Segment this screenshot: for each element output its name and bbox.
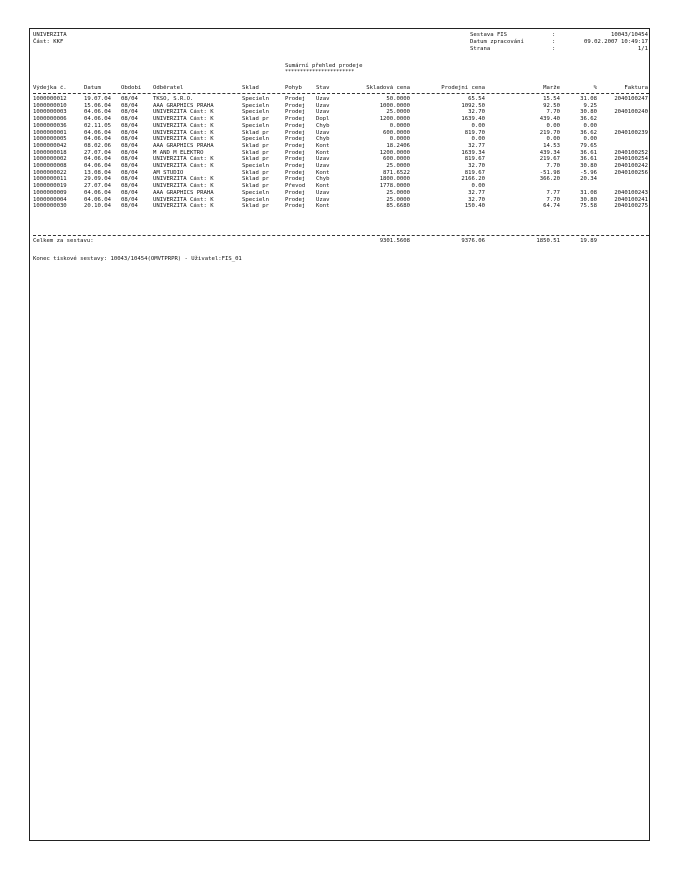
cell-faktura: 2040100239: [614, 129, 648, 136]
table-row: [30, 156, 651, 162]
totals-skladova: 9301.5608: [379, 238, 410, 244]
cell-pct: 0.00: [583, 136, 597, 143]
cell-pohyb: Prodej: [285, 176, 306, 183]
table-row: [30, 130, 651, 136]
cell-sklad: Specieln: [242, 96, 269, 102]
cell-faktura: 2040100247: [614, 96, 648, 102]
cell-marze: -51.98: [539, 169, 560, 176]
cell-odberatel: UNIVERZITA Část: K: [153, 109, 214, 116]
cell-pct: 30.80: [580, 163, 597, 169]
table-row: [30, 203, 651, 209]
cell-prodejni: 32.77: [468, 189, 485, 196]
cell-prodejni: 32.70: [468, 163, 485, 169]
cell-marze: 0.00: [546, 122, 560, 129]
table-row: [30, 176, 651, 182]
table-row: [30, 143, 651, 149]
cell-datum: 04.06.04: [84, 156, 111, 163]
cell-faktura: 2040100243: [614, 189, 648, 196]
cell-odberatel: M AND M ELEKTRO: [153, 149, 204, 156]
cell-skladova: 18.2406: [386, 142, 410, 149]
cell-skladova: 1800.0000: [379, 176, 410, 183]
table-row: [30, 170, 651, 176]
table-header: [30, 85, 651, 92]
cell-vydejka: 1000000003: [33, 109, 67, 116]
report-end-text: Konec tiskové sestavy: 10043/10454(OMVTPRPR) - Uživatel:FIS_01: [33, 256, 242, 262]
cell-vydejka: 1000000036: [33, 122, 67, 129]
cell-sklad: Specieln: [242, 196, 269, 203]
cell-odberatel: UNIVERZITA Část: K: [153, 183, 214, 190]
cell-datum: 04.06.04: [84, 196, 111, 203]
cell-marze: 0.00: [546, 136, 560, 143]
cell-pct: 20.34: [580, 176, 597, 183]
cell-datum: 04.06.04: [84, 189, 111, 196]
header-separator: [33, 93, 649, 94]
date-colon: :: [552, 39, 556, 45]
cell-prodejni: 0.00: [471, 183, 485, 190]
cell-stav: Uzav: [316, 156, 330, 163]
cell-obdobi: 08/04: [121, 149, 138, 156]
cell-prodejni: 32.70: [468, 109, 485, 116]
cell-obdobi: 08/04: [121, 169, 138, 176]
cell-sklad: Sklad pr: [242, 149, 269, 156]
cell-stav: Kont: [316, 183, 330, 190]
cell-datum: 27.07.04: [84, 183, 111, 190]
cell-datum: 04.06.04: [84, 163, 111, 169]
cell-sklad: Sklad pr: [242, 142, 269, 149]
table-row: [30, 136, 651, 142]
cell-prodejni: 819.67: [464, 156, 485, 163]
table-row: [30, 190, 651, 196]
cell-pohyb: Prodej: [285, 203, 306, 210]
cell-pct: 75.58: [580, 203, 597, 210]
cell-skladova: 0.0000: [389, 122, 410, 129]
cell-sklad: Specieln: [242, 102, 269, 109]
cell-faktura: 2040100275: [614, 203, 648, 210]
table-row: [30, 163, 651, 169]
cell-pct: 0.00: [583, 122, 597, 129]
cell-skladova: 0.0000: [389, 136, 410, 143]
cell-prodejni: 150.40: [464, 203, 485, 210]
totals-separator: [33, 235, 649, 236]
cell-vydejka: 1000000042: [33, 142, 67, 149]
cell-obdobi: 08/04: [121, 116, 138, 123]
cell-odberatel: UNIVERZITA Část: K: [153, 116, 214, 123]
date-value: 09.02.2007 10:49:17: [584, 39, 648, 45]
cell-pohyb: Prodej: [285, 169, 306, 176]
cell-stav: Chyb: [316, 122, 330, 129]
cell-marze: 7.77: [546, 189, 560, 196]
col-header-datum: Datum: [84, 85, 101, 91]
cell-odberatel: UNIVERZITA Část: K: [153, 156, 214, 163]
cell-marze: 219.70: [539, 129, 560, 136]
cell-vydejka: 1000000006: [33, 116, 67, 123]
cell-vydejka: 1000000009: [33, 189, 67, 196]
table-row: [30, 103, 651, 109]
cell-stav: Chyb: [316, 136, 330, 143]
cell-pohyb: Prodej: [285, 116, 306, 123]
cell-stav: Uzav: [316, 189, 330, 196]
cell-datum: 04.06.04: [84, 116, 111, 123]
cell-marze: 366.20: [539, 176, 560, 183]
cell-datum: 02.11.05: [84, 122, 111, 129]
org-name: UNIVERZITA: [33, 32, 67, 38]
cell-vydejka: 1000000012: [33, 96, 67, 102]
col-header-sklad: Sklad: [242, 85, 259, 91]
cell-obdobi: 08/04: [121, 203, 138, 210]
cell-pct: 30.80: [580, 196, 597, 203]
cell-sklad: Specieln: [242, 189, 269, 196]
cell-vydejka: 1000000018: [33, 149, 67, 156]
cell-marze: 439.40: [539, 116, 560, 123]
cell-vydejka: 1000000005: [33, 136, 67, 143]
cell-odberatel: AAA GRAPHICS PRAHA: [153, 102, 214, 109]
cell-faktura: 2040100241: [614, 196, 648, 203]
cell-datum: 19.07.04: [84, 96, 111, 102]
cell-odberatel: UNIVERZITA Část: K: [153, 203, 214, 210]
cell-stav: Kont: [316, 169, 330, 176]
cell-vydejka: 1000000001: [33, 129, 67, 136]
cell-odberatel: AAA GRAPHICS PRAHA: [153, 189, 214, 196]
cell-pct: 36.62: [580, 129, 597, 136]
totals-pct: 19.89: [580, 238, 597, 244]
cell-prodejni: 1639.40: [461, 116, 485, 123]
org-unit: Část: KKF: [33, 39, 64, 45]
cell-pct: 36.61: [580, 149, 597, 156]
cell-obdobi: 08/04: [121, 136, 138, 143]
cell-vydejka: 1000000030: [33, 203, 67, 210]
cell-datum: 04.06.04: [84, 129, 111, 136]
cell-skladova: 1200.0000: [379, 149, 410, 156]
col-header-prodejni: Prodejní cena: [441, 85, 485, 91]
cell-datum: 29.09.04: [84, 176, 111, 183]
cell-skladova: 25.0000: [386, 163, 410, 169]
table-row: [30, 183, 651, 189]
cell-stav: Uzav: [316, 196, 330, 203]
cell-pct: 31.08: [580, 189, 597, 196]
totals-marze: 1850.51: [536, 238, 560, 244]
cell-obdobi: 08/04: [121, 96, 138, 102]
cell-sklad: Specieln: [242, 136, 269, 143]
cell-skladova: 85.6680: [386, 203, 410, 210]
cell-pohyb: Prodej: [285, 149, 306, 156]
cell-stav: Chyb: [316, 176, 330, 183]
cell-pohyb: Prodej: [285, 122, 306, 129]
cell-pct: 31.08: [580, 96, 597, 102]
cell-stav: Kont: [316, 149, 330, 156]
cell-pohyb: Prodej: [285, 96, 306, 102]
cell-datum: 08.02.06: [84, 142, 111, 149]
cell-marze: 219.67: [539, 156, 560, 163]
cell-skladova: 600.0000: [383, 156, 410, 163]
cell-obdobi: 08/04: [121, 189, 138, 196]
cell-prodejni: 65.54: [468, 96, 485, 102]
cell-stav: Uzav: [316, 102, 330, 109]
cell-faktura: 2040100252: [614, 149, 648, 156]
cell-skladova: 600.0000: [383, 129, 410, 136]
cell-vydejka: 1000000019: [33, 183, 67, 190]
cell-sklad: Specieln: [242, 122, 269, 129]
cell-faktura: 2040100240: [614, 109, 648, 116]
cell-stav: Dopl: [316, 116, 330, 123]
cell-pohyb: Prodej: [285, 163, 306, 169]
col-header-stav: Stav: [316, 85, 330, 91]
cell-odberatel: UNIVERZITA Část: K: [153, 136, 214, 143]
cell-prodejni: 0.00: [471, 122, 485, 129]
cell-skladova: 871.6522: [383, 169, 410, 176]
cell-prodejni: 0.00: [471, 136, 485, 143]
cell-odberatel: UNIVERZITA Část: K: [153, 196, 214, 203]
cell-vydejka: 1000000011: [33, 176, 67, 183]
report-title: Sumární přehled prodeje: [285, 63, 363, 69]
cell-odberatel: UNIVERZITA Část: K: [153, 163, 214, 169]
totals-prodejni: 9376.06: [461, 238, 485, 244]
cell-obdobi: 08/04: [121, 102, 138, 109]
col-header-odberatel: Odběratel: [153, 85, 184, 91]
table-row: [30, 109, 651, 115]
cell-datum: 27.07.04: [84, 149, 111, 156]
cell-stav: Uzav: [316, 96, 330, 102]
cell-faktura: 2040100254: [614, 156, 648, 163]
cell-prodejni: 32.77: [468, 142, 485, 149]
cell-odberatel: TKSO, S.R.O.: [153, 96, 194, 102]
cell-skladova: 1778.0000: [379, 183, 410, 190]
cell-sklad: Sklad pr: [242, 116, 269, 123]
cell-prodejni: 2166.20: [461, 176, 485, 183]
table-row: [30, 150, 651, 156]
cell-datum: 20.10.04: [84, 203, 111, 210]
cell-skladova: 50.0000: [386, 96, 410, 102]
cell-sklad: Sklad pr: [242, 169, 269, 176]
col-header-pohyb: Pohyb: [285, 85, 302, 91]
cell-marze: 92.50: [543, 102, 560, 109]
cell-datum: 13.08.04: [84, 169, 111, 176]
page-colon: :: [552, 46, 556, 52]
cell-sklad: Specieln: [242, 163, 269, 169]
cell-datum: 15.06.04: [84, 102, 111, 109]
cell-skladova: 1200.0000: [379, 116, 410, 123]
cell-stav: Uzav: [316, 129, 330, 136]
report-page: [29, 28, 650, 841]
cell-marze: 7.70: [546, 109, 560, 116]
page-number: 1/1: [637, 46, 648, 52]
cell-marze: 7.70: [546, 163, 560, 169]
cell-pohyb: Prodej: [285, 129, 306, 136]
cell-vydejka: 1000000004: [33, 196, 67, 203]
cell-prodejni: 819.70: [464, 129, 485, 136]
report-value: 10043/10454: [610, 32, 648, 38]
cell-obdobi: 08/04: [121, 156, 138, 163]
cell-pct: 36.61: [580, 156, 597, 163]
cell-vydejka: 1000000002: [33, 156, 67, 163]
col-header-faktura: Faktura: [624, 85, 648, 91]
table-row: [30, 116, 651, 122]
cell-skladova: 25.0000: [386, 196, 410, 203]
cell-pct: 9.25: [583, 102, 597, 109]
cell-odberatel: UNIVERZITA Část: K: [153, 176, 214, 183]
cell-pohyb: Prodej: [285, 156, 306, 163]
cell-vydejka: 1000000010: [33, 102, 67, 109]
cell-pohyb: Prodej: [285, 196, 306, 203]
table-row: [30, 96, 651, 102]
cell-sklad: Sklad pr: [242, 183, 269, 190]
cell-vydejka: 1000000022: [33, 169, 67, 176]
report-title-underline: ***********************: [285, 69, 355, 75]
col-header-skladova: Skladová cena: [366, 85, 410, 91]
cell-sklad: Sklad pr: [242, 176, 269, 183]
cell-obdobi: 08/04: [121, 109, 138, 116]
cell-skladova: 25.0000: [386, 189, 410, 196]
cell-obdobi: 08/04: [121, 183, 138, 190]
cell-pct: 36.62: [580, 116, 597, 123]
col-header-vydejka: Výdejka č.: [33, 85, 67, 91]
cell-marze: 7.70: [546, 196, 560, 203]
cell-obdobi: 08/04: [121, 142, 138, 149]
cell-sklad: Sklad pr: [242, 156, 269, 163]
report-colon: :: [552, 32, 556, 38]
page-label: Strana: [470, 46, 491, 52]
col-header-pct: %: [593, 85, 597, 91]
cell-stav: Uzav: [316, 109, 330, 116]
cell-obdobi: 08/04: [121, 196, 138, 203]
col-header-obdobi: Období: [121, 85, 142, 91]
cell-stav: Uzav: [316, 163, 330, 169]
date-label: Datum zpracování: [470, 39, 524, 45]
cell-faktura: 2040100242: [614, 163, 648, 169]
cell-prodejni: 1092.50: [461, 102, 485, 109]
cell-odberatel: AM STUDIO: [153, 169, 184, 176]
cell-pct: -5.96: [580, 169, 597, 176]
cell-pohyb: Převod: [285, 183, 306, 190]
cell-obdobi: 08/04: [121, 122, 138, 129]
report-label: Sestava FIS: [470, 32, 508, 38]
cell-prodejni: 32.70: [468, 196, 485, 203]
cell-pohyb: Prodej: [285, 102, 306, 109]
totals-label: Celkem za sestavu:: [33, 238, 94, 244]
cell-obdobi: 08/04: [121, 163, 138, 169]
cell-sklad: Specieln: [242, 109, 269, 116]
cell-sklad: Sklad pr: [242, 129, 269, 136]
cell-skladova: 1000.0000: [379, 102, 410, 109]
table-row: [30, 197, 651, 203]
cell-vydejka: 1000000008: [33, 163, 67, 169]
cell-pct: 79.65: [580, 142, 597, 149]
table-row: [30, 123, 651, 129]
cell-pohyb: Prodej: [285, 189, 306, 196]
cell-obdobi: 08/04: [121, 176, 138, 183]
cell-obdobi: 08/04: [121, 129, 138, 136]
col-header-marze: Marže: [543, 85, 560, 91]
cell-marze: 64.74: [543, 203, 560, 210]
cell-datum: 04.06.04: [84, 109, 111, 116]
cell-stav: Kont: [316, 142, 330, 149]
cell-pohyb: Prodej: [285, 136, 306, 143]
cell-sklad: Sklad pr: [242, 203, 269, 210]
cell-prodejni: 819.67: [464, 169, 485, 176]
cell-odberatel: AAA GRAPHICS PRAHA: [153, 142, 214, 149]
cell-skladova: 25.0000: [386, 109, 410, 116]
cell-prodejni: 1639.34: [461, 149, 485, 156]
cell-marze: 15.54: [543, 96, 560, 102]
cell-pohyb: Prodej: [285, 142, 306, 149]
cell-marze: 439.34: [539, 149, 560, 156]
cell-odberatel: UNIVERZITA Část: K: [153, 129, 214, 136]
cell-faktura: 2040100256: [614, 169, 648, 176]
cell-pct: 30.80: [580, 109, 597, 116]
cell-odberatel: UNIVERZITA Část: K: [153, 122, 214, 129]
cell-stav: Kont: [316, 203, 330, 210]
cell-marze: 14.53: [543, 142, 560, 149]
cell-datum: 04.06.04: [84, 136, 111, 143]
cell-pohyb: Prodej: [285, 109, 306, 116]
totals-row: [30, 238, 651, 245]
